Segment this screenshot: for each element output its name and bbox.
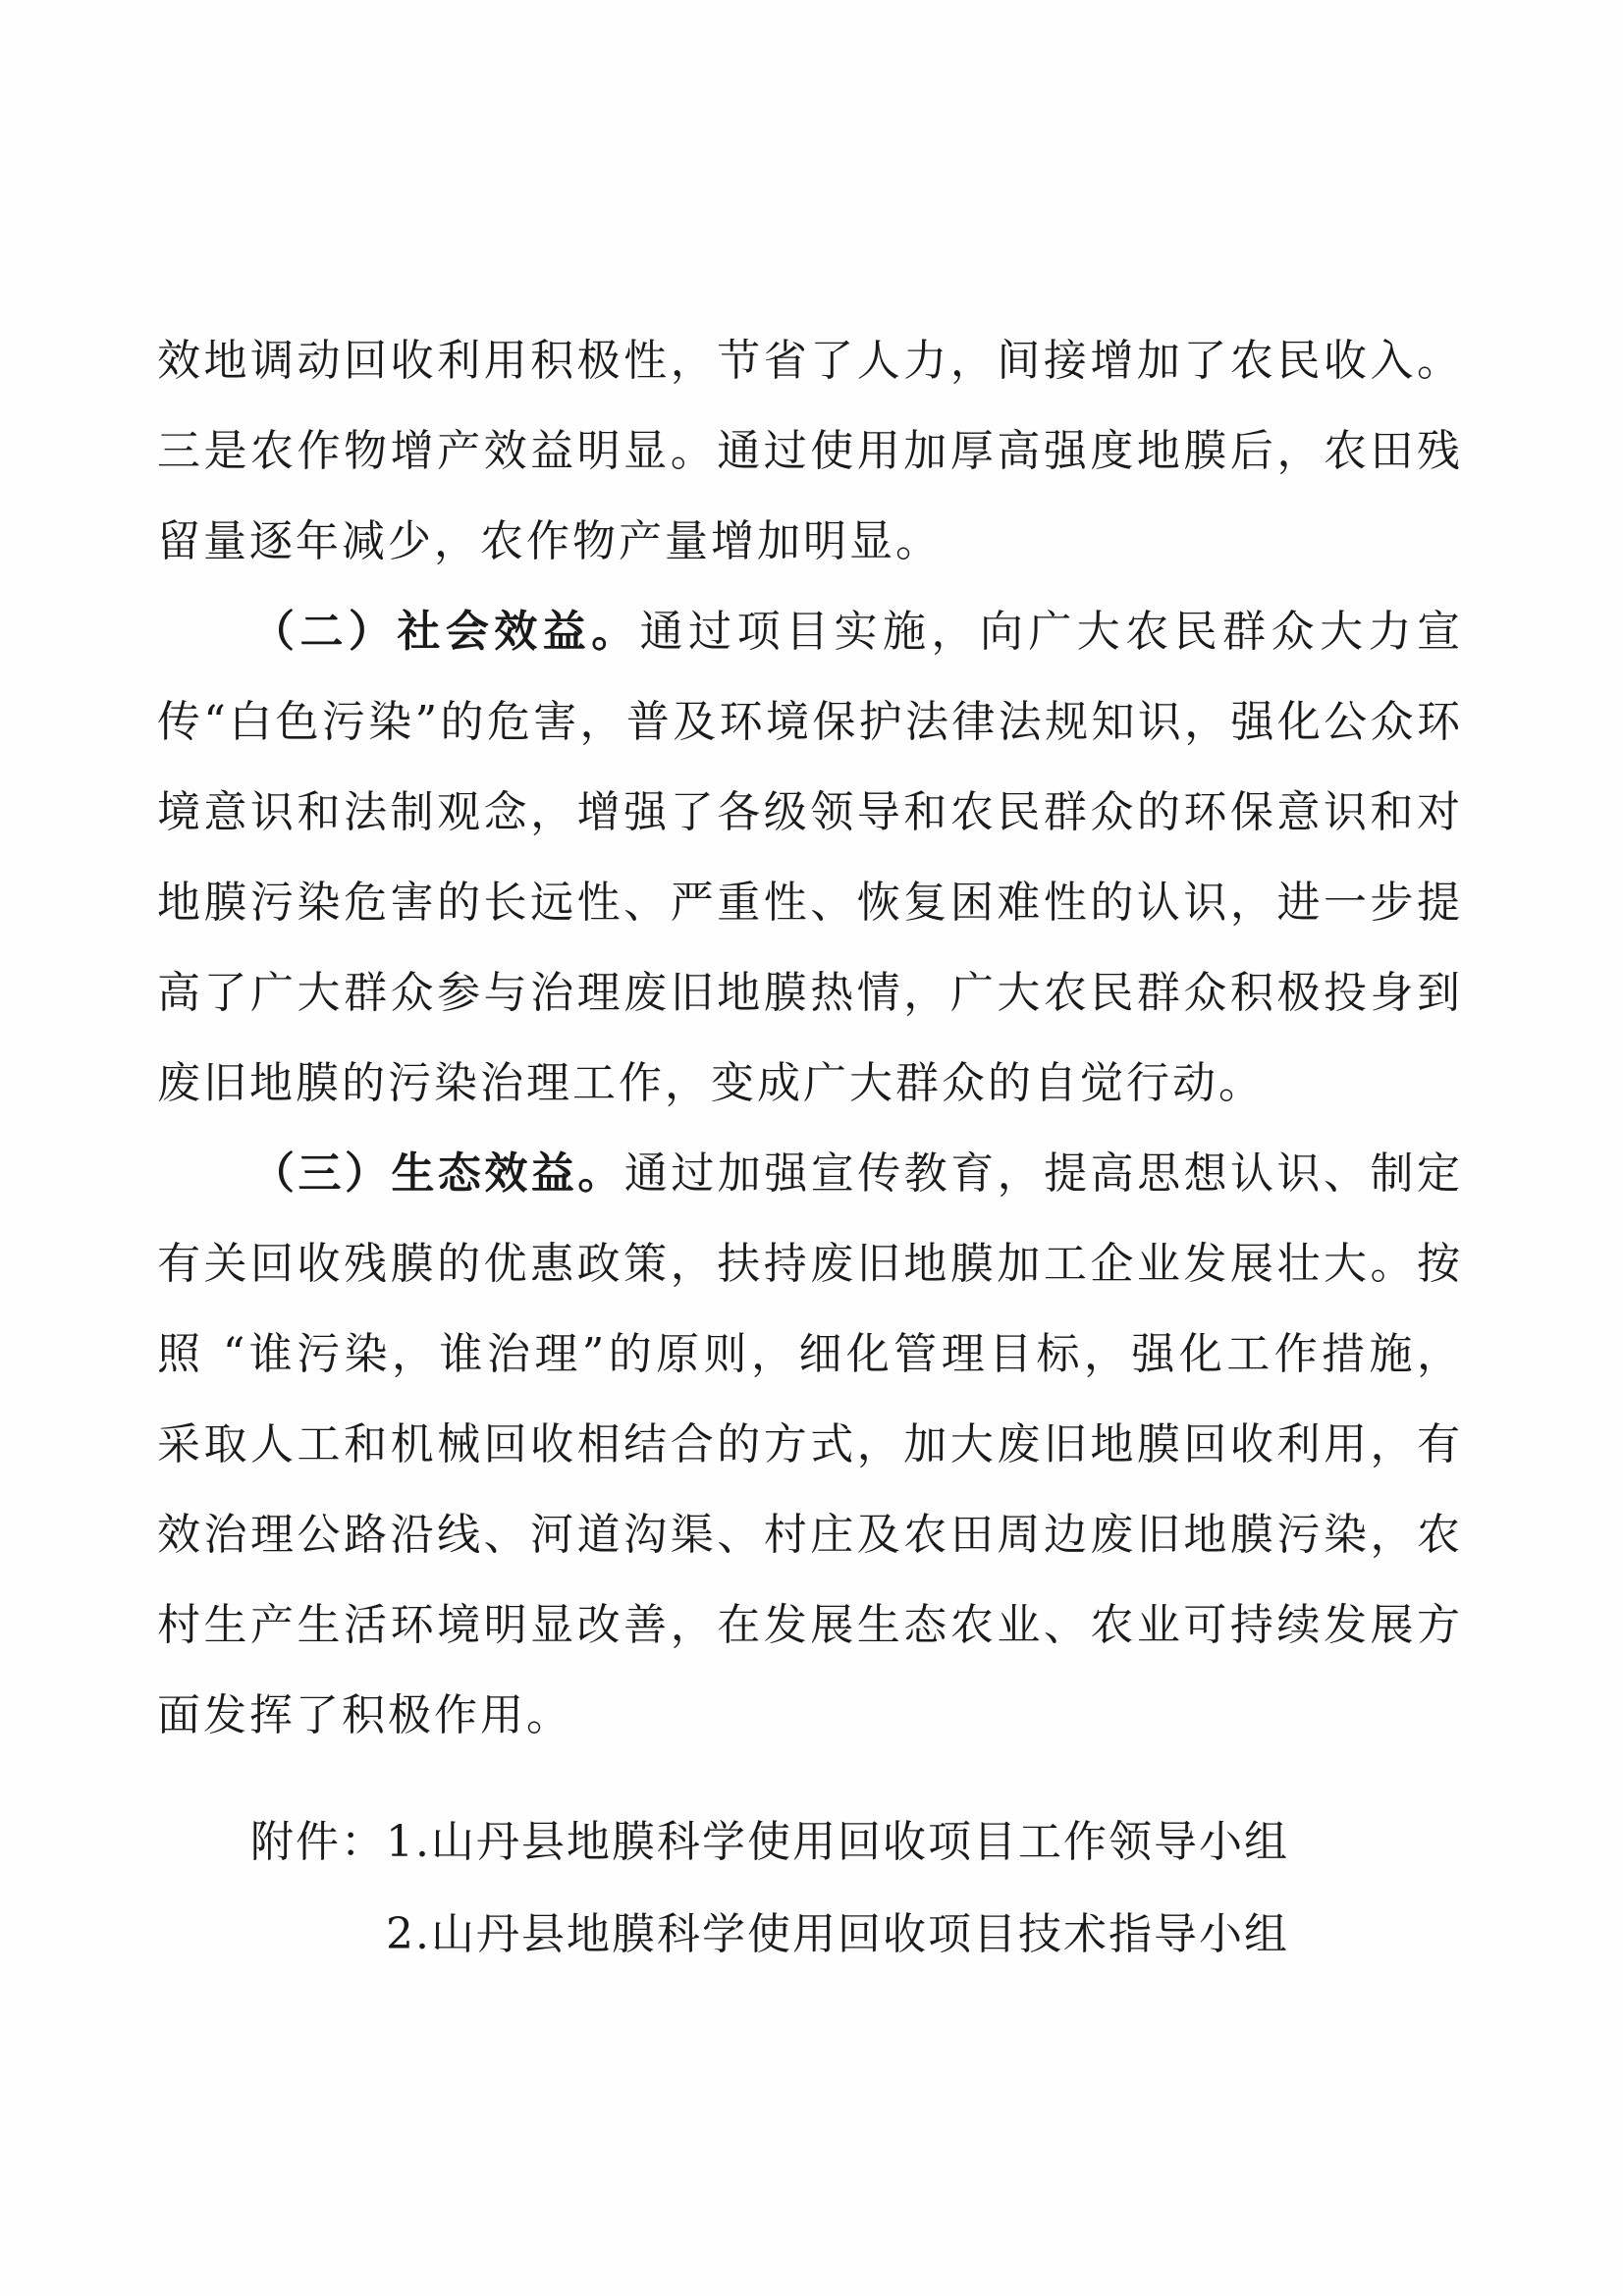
ecological-benefit-text: 通过加强宣传教育，提高思想认识、制定有关回收残膜的优惠政策，扶持废旧地膜加工企业发展壮大。按照 “谁污染，谁治理”的原则，细化管理目标，强化工作措施，采取人工和机械回收相结合的方式，加大废旧地膜回收利用，有效治理公路沿线、河道沟渠、村庄及农田周边废旧地膜污染，农村生产生活环境明显改善，在发展生态农业、农业可持续发展方面发挥了积极作用。: [157, 1148, 1464, 1740]
continuation-paragraph: 效地调动回收利用积极性，节省了人力，间接增加了农民收入。三是农作物增产效益明显。通过使用加厚高强度地膜后，农田残留量逐年减少，农作物产量增加明显。: [157, 336, 1463, 566]
attachment-item-2: 2.山丹县地膜科学使用回收项目技术指导小组: [386, 1909, 1289, 1959]
attachment-item-1: 1.山丹县地膜科学使用回收项目工作领导小组: [386, 1817, 1289, 1867]
attachment-row-2: [250, 1889, 1289, 1981]
social-benefit-heading: （二）社会效益。: [251, 607, 640, 657]
attachments-block: [250, 1796, 1289, 1981]
attachment-row-1: [250, 1796, 1289, 1889]
social-benefit-text: 通过项目实施，向广大农民群众大力宣传“白色污染”的危害，普及环境保护法律法规知识，强化公众环境意识和法制观念，增强了各级领导和农民群众的环保意识和对地膜污染危害的长远性、严重性、恢复困难性的认识，进一步提高了广大群众参与治理废旧地膜热情，广大农民群众积极投身到废旧地膜的污染治理工作，变成广大群众的自觉行动。: [157, 607, 1464, 1108]
attachments-label: 附件：: [250, 1817, 386, 1867]
ecological-benefit-paragraph: [157, 1129, 1463, 1761]
ecological-benefit-heading: （三）生态效益。: [251, 1148, 624, 1199]
social-benefit-paragraph: [157, 587, 1463, 1129]
document-body: [157, 316, 1463, 1761]
